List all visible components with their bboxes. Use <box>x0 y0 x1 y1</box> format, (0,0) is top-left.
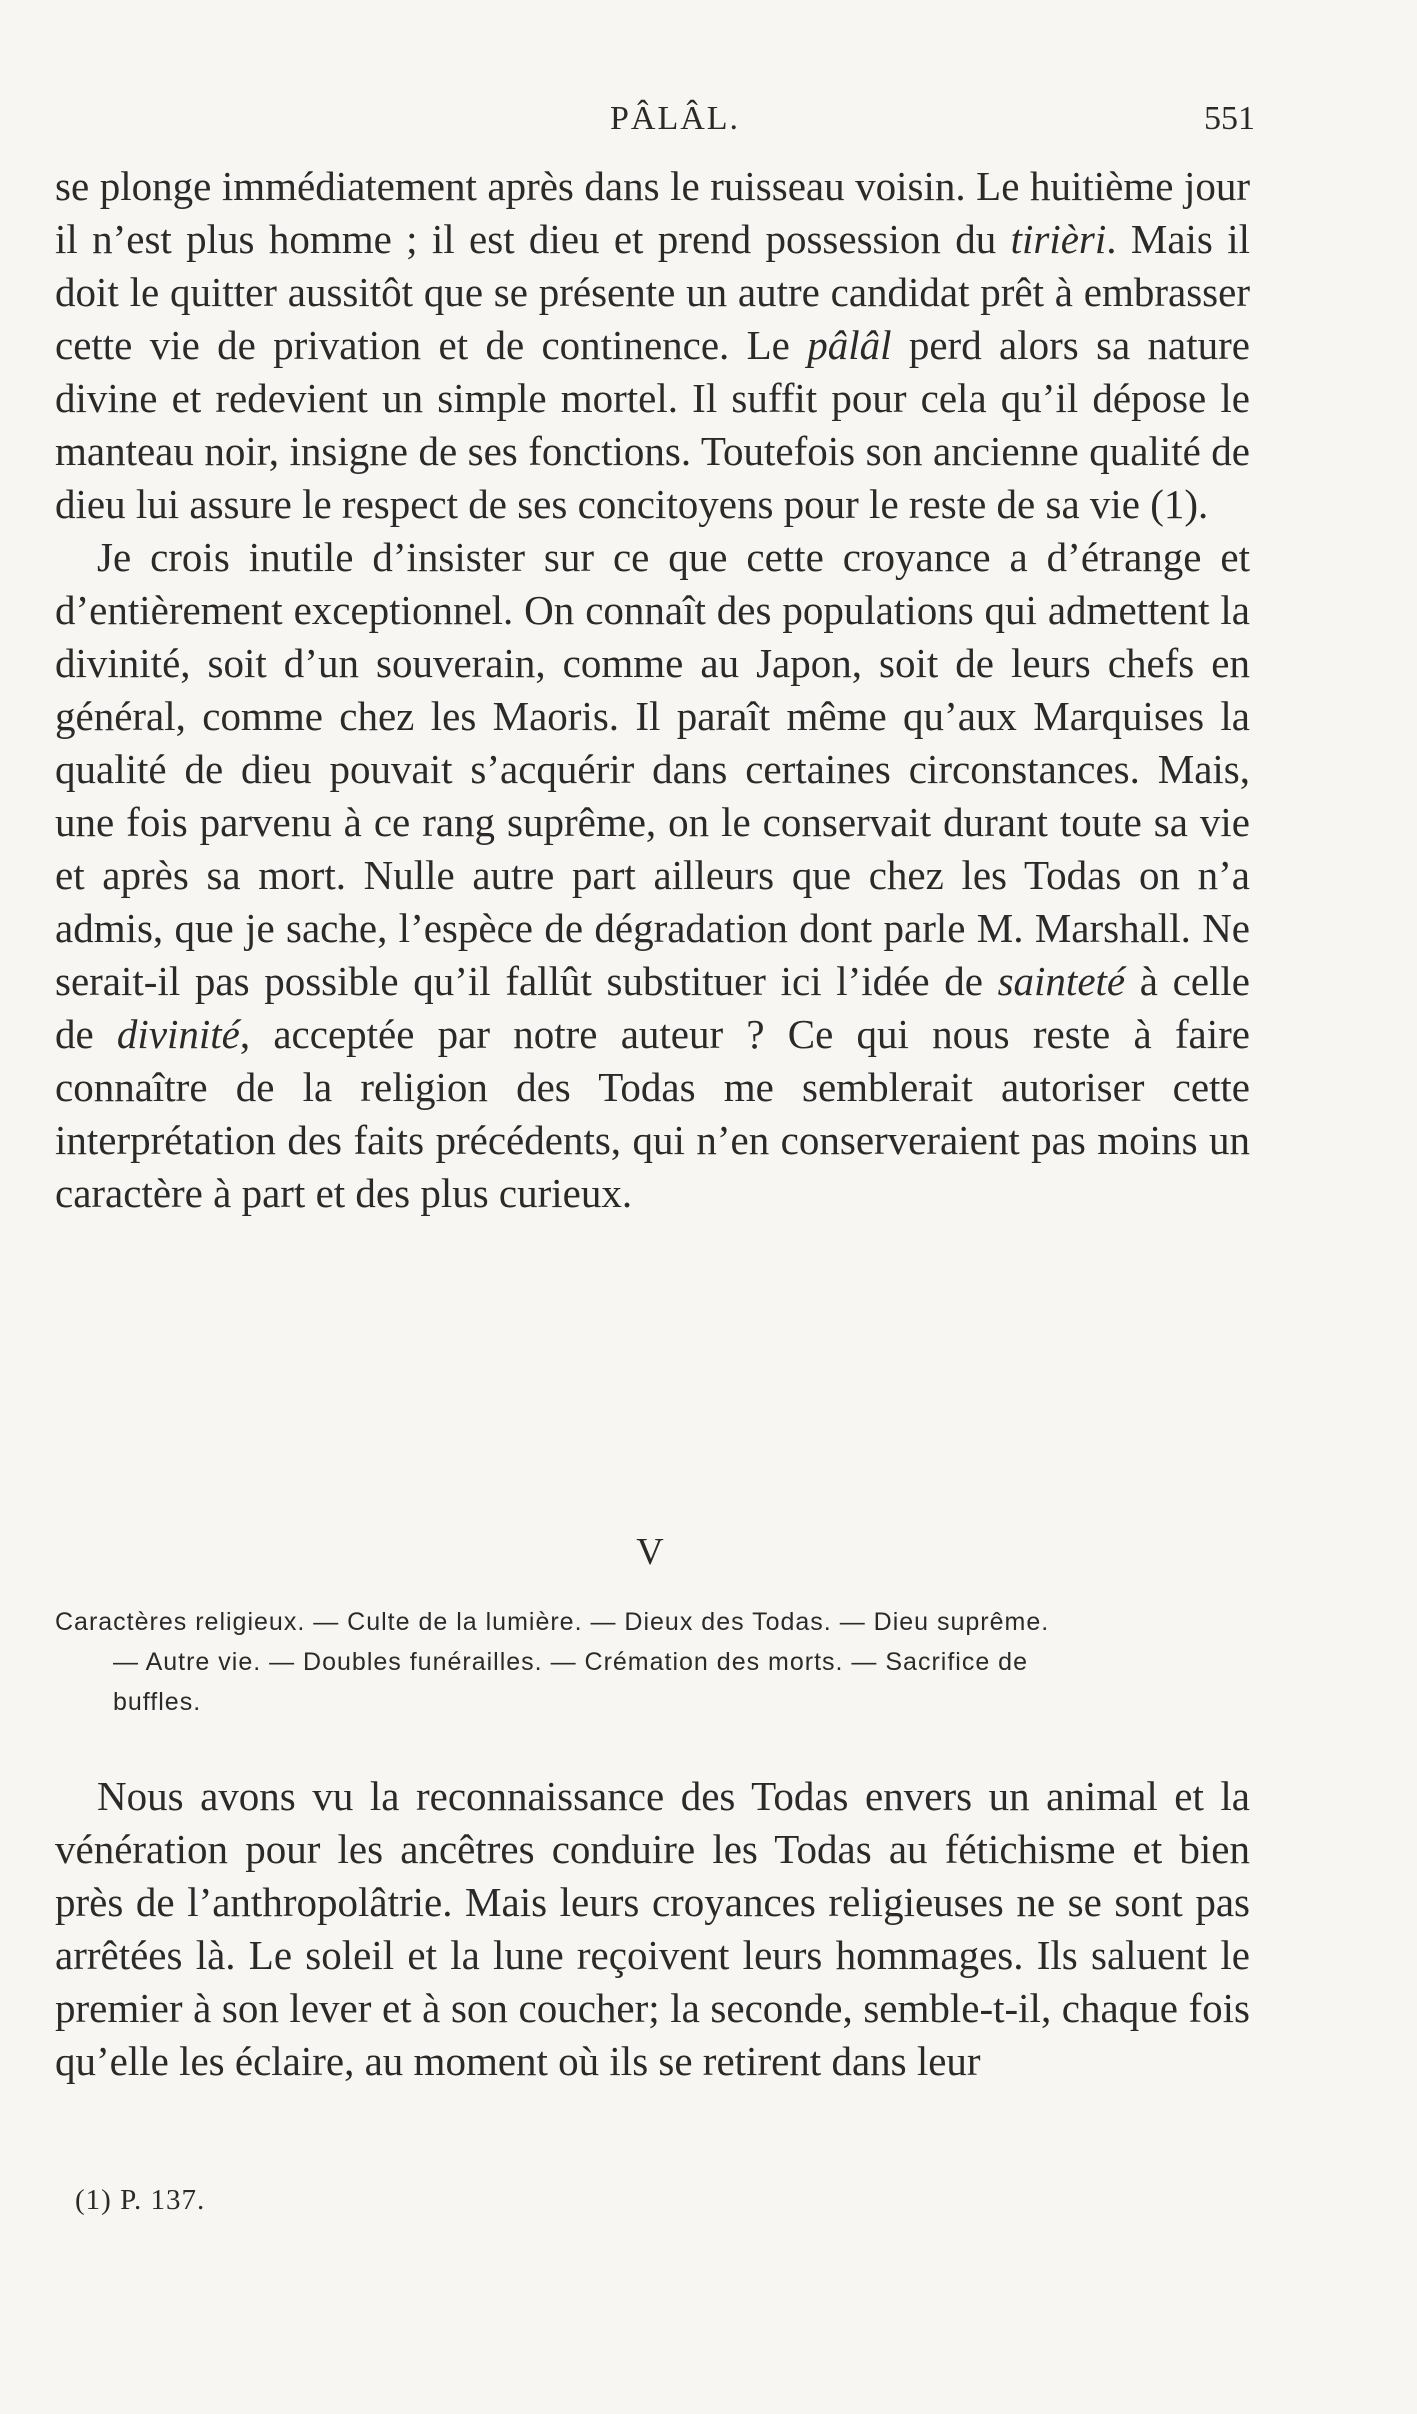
summary-line: — Autre vie. — Doubles funérailles. — Crémation des morts. — Sacrifice de <box>113 1648 1028 1676</box>
body-text-top <box>55 160 1250 1220</box>
running-head: PÂLÂL. <box>610 100 741 137</box>
body-text-bottom <box>55 1770 1250 2088</box>
paragraph: se plonge immédiatement après dans le ruisseau voisin. Le huitième jour il n’est plus homme ; il est dieu et prend possession du tirièri. Mais il doit le quitter aussitôt que se présente un autre candidat prêt à embrasser cette vie de privation et de continence. Le pâlâl perd alors sa nature divine et redevient un simple mortel. Il suffit pour cela qu’il dépose le manteau noir, insigne de ses fonctions. Toutefois son ancienne qualité de dieu lui assure le respect de ses concitoyens pour le reste de sa vie (1). <box>55 163 1250 527</box>
summary-line: Caractères religieux. — Culte de la lumière. — Dieux des Todas. — Dieu suprême. <box>55 1608 1050 1636</box>
page-header <box>0 100 1417 150</box>
italic-term: tirièri <box>1010 216 1107 262</box>
page-number: 551 <box>1204 100 1255 137</box>
section-summary <box>55 1602 1250 1722</box>
paragraph: Je crois inutile d’insister sur ce que cette croyance a d’étrange et d’entièrement exceptionnel. On connaît des populations qui admettent la divinité, soit d’un souverain, comme au Japon, soit de leurs chefs en général, comme chez les Maoris. Il paraît même qu’aux Marquises la qualité de dieu pouvait s’acquérir dans certaines circonstances. Mais, une fois parvenu à ce rang suprême, on le conservait durant toute sa vie et après sa mort. Nulle autre part ailleurs que chez les Todas on n’a admis, que je sache, l’espèce de dégradation dont parle M. Marshall. Ne serait-il pas possible qu’il fallût substituer ici l’idée de sainteté à celle de divinité, acceptée par notre auteur ? Ce qui nous reste à faire connaître de la religion des Todas me semblerait autoriser cette interprétation des faits précédents, qui n’en conserveraient pas moins un caractère à part et des plus curieux. <box>55 534 1250 1216</box>
footnote: (1) P. 137. <box>75 2184 206 2216</box>
italic-term: pâlâl <box>807 322 892 368</box>
paragraph: Nous avons vu la reconnaissance des Todas envers un animal et la vénération pour les ancêtres conduire les Todas au fétichisme et bien près de l’anthropolâtrie. Mais leurs croyances religieuses ne se sont pas arrêtées là. Le soleil et la lune reçoivent leurs hommages. Ils saluent le premier à son lever et à son coucher; la seconde, semble-t-il, chaque fois qu’elle les éclaire, au moment où ils se retirent dans leur <box>55 1773 1250 2084</box>
italic-term: divinité <box>116 1011 240 1057</box>
italic-term: sainteté <box>997 958 1126 1004</box>
summary-line: buffles. <box>113 1688 202 1716</box>
section-numeral: V <box>636 1531 664 1573</box>
